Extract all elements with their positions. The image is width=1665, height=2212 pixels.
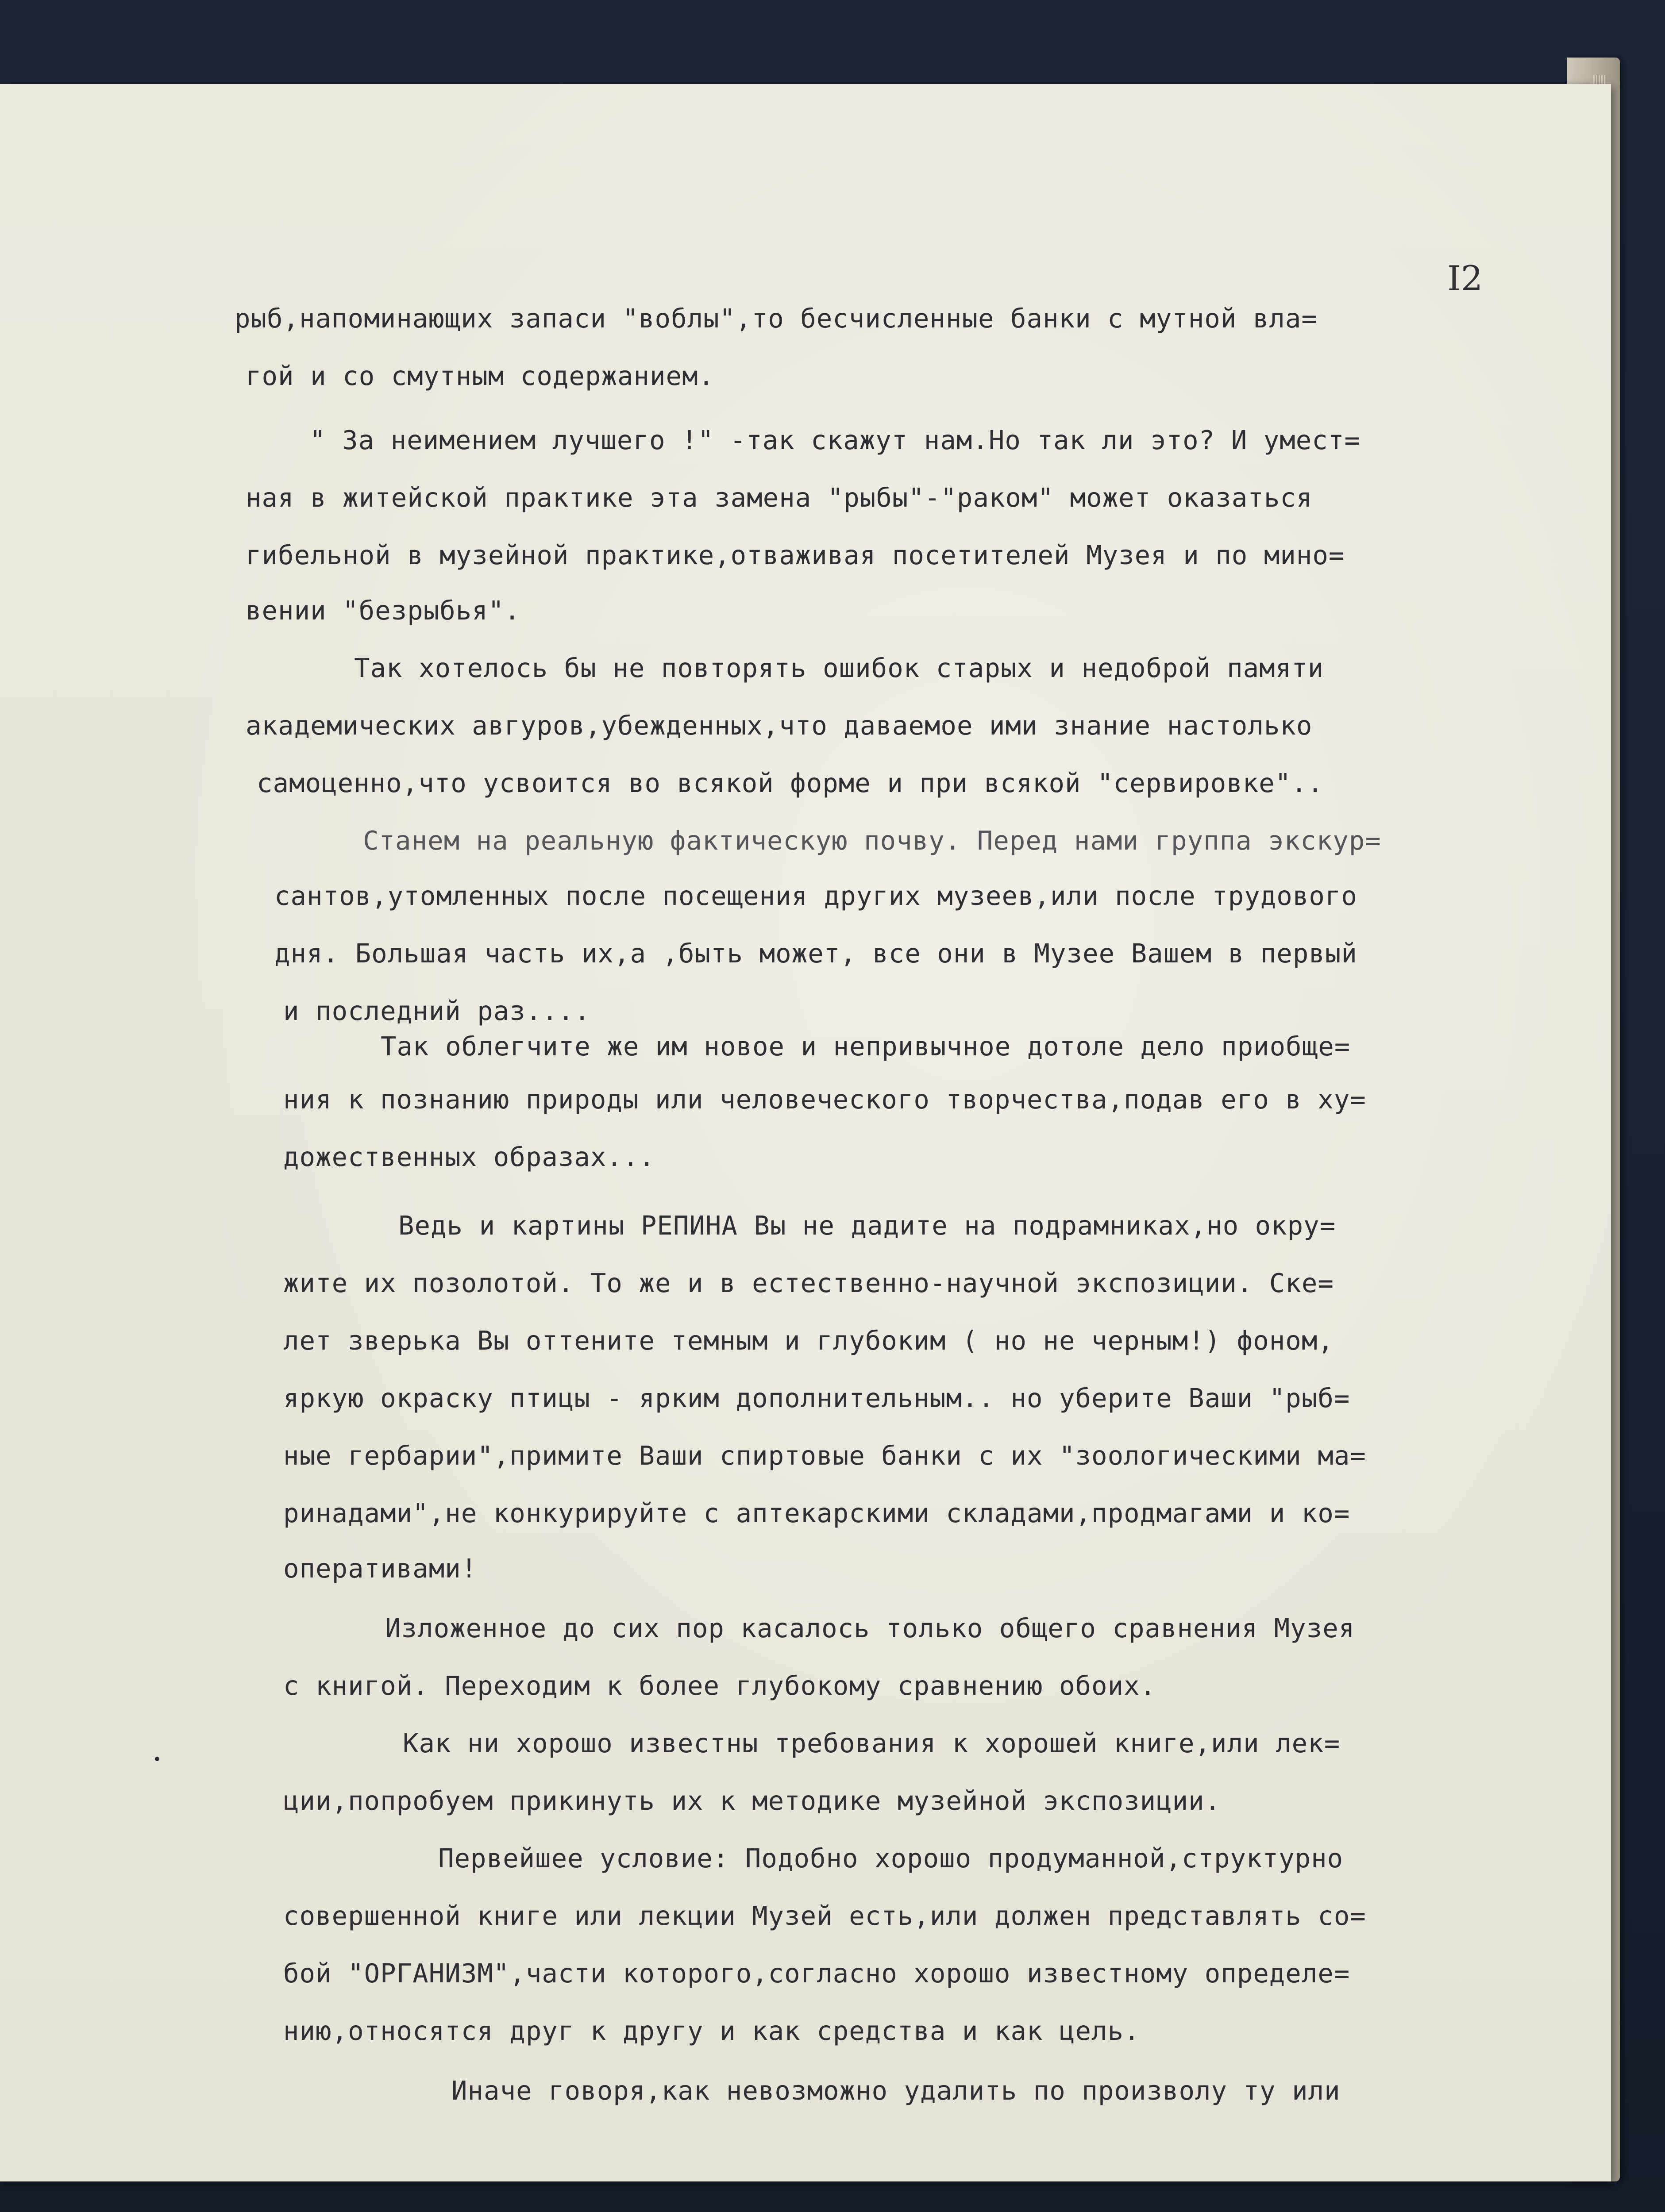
text-line: лет зверька Вы оттените темным и глубоким ( но не черным!) фоном, — [283, 1325, 1334, 1356]
text-line: дожественных образах... — [283, 1142, 655, 1172]
text-line: с книгой. Переходим к более глубокому сравнению обоих. — [283, 1670, 1156, 1701]
text-line: рыб,напоминающих запаси "воблы",то бесчисленные банки с мутной вла= — [235, 303, 1318, 334]
text-line: оперативами! — [283, 1553, 478, 1584]
text-line: Ведь и картины РЕПИНА Вы не дадите на подрамниках,но окру= — [398, 1210, 1336, 1241]
text-line: Иначе говоря,как невозможно удалить по произволу ту или — [451, 2075, 1341, 2106]
text-line: ная в житейской практике эта замена "рыбы"-"раком" может оказаться — [246, 482, 1313, 513]
text-line: бой "ОРГАНИЗМ",части которого,согласно хорошо известному определе= — [283, 1958, 1350, 1989]
typewritten-page — [0, 84, 1611, 2181]
text-line: дня. Большая часть их,а ,быть может, все они в Музее Вашем в первый — [274, 938, 1357, 969]
text-line: яркую окраску птицы - ярким дополнительным.. но уберите Ваши "рыб= — [283, 1383, 1350, 1413]
text-line: совершенной книге или лекции Музей есть,или должен представлять со= — [283, 1900, 1366, 1931]
text-line: самоценно,что усвоится во всякой форме и при всякой "сервировке".. — [257, 768, 1324, 798]
text-line: жите их позолотой. То же и в естественно-научной экспозиции. Ске= — [283, 1268, 1334, 1298]
text-line: Изложенное до сих пор касалось только общего сравнения Музея — [385, 1613, 1355, 1643]
text-line: гой и со смутным содержанием. — [246, 361, 715, 391]
ink-dot — [155, 1757, 159, 1761]
text-line: Как ни хорошо известны требования к хорошей книге,или лек= — [403, 1728, 1341, 1758]
text-line: вении "безрыбья". — [246, 595, 520, 626]
text-line: академических авгуров,убежденных,что даваемое ими знание настолько — [246, 710, 1313, 741]
text-line: Первейшее условие: Подобно хорошо продуманной,структурно — [438, 1843, 1344, 1873]
text-line: и последний раз.... — [283, 996, 590, 1026]
text-line: Станем на реальную фактическую почву. Перед нами группа экскур= — [363, 825, 1381, 856]
text-line: ринадами",не конкурируйте с аптекарскими складами,продмагами и ко= — [283, 1498, 1350, 1528]
text-line: нию,относятся друг к другу и как средства и как цель. — [283, 2016, 1140, 2046]
text-line: " За неимением лучшего !" -так скажут нам.Но так ли это? И умест= — [310, 425, 1361, 455]
text-line: Так облегчите же им новое и непривычное дотоле дело приобще= — [381, 1031, 1351, 1062]
page-body — [0, 84, 1611, 2181]
text-line: Так хотелось бы не повторять ошибок старых и недоброй памяти — [354, 653, 1324, 683]
text-line: сантов,утомленных после посещения других музеев,или после трудового — [274, 881, 1357, 911]
text-line: ции,попробуем прикинуть их к методике музейной экспозиции. — [283, 1785, 1221, 1816]
text-line: ния к познанию природы или человеческого творчества,подав его в ху= — [283, 1084, 1366, 1115]
page-number: I2 — [1447, 259, 1483, 299]
text-line: ные гербарии",примите Ваши спиртовые банки с их "зоологическими ма= — [283, 1440, 1366, 1471]
text-line: гибельной в музейной практике,отваживая посетителей Музея и по мино= — [246, 540, 1345, 570]
